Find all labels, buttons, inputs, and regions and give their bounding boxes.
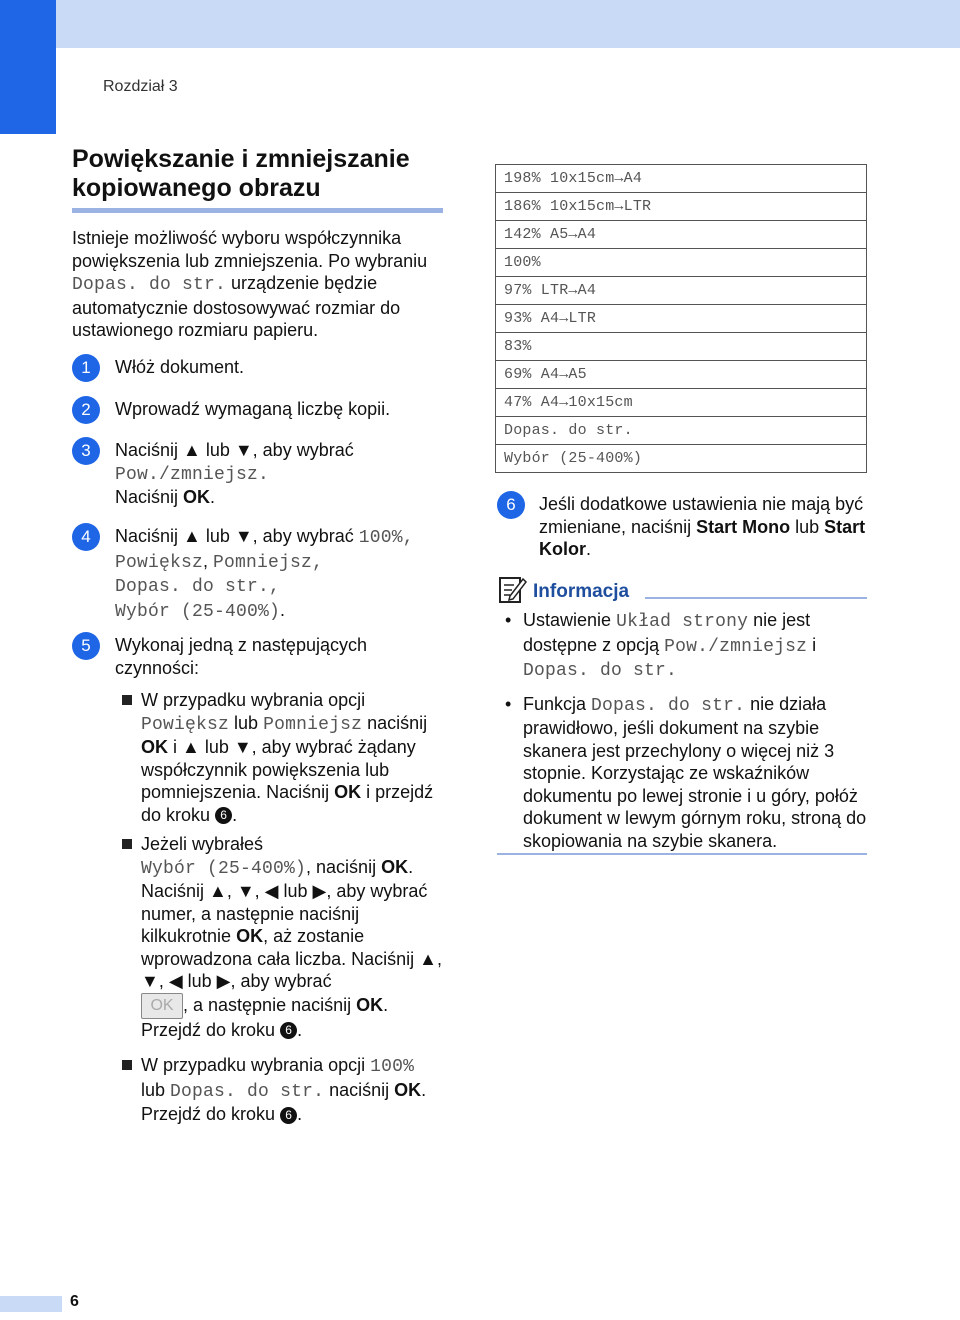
table-row bbox=[496, 193, 867, 221]
step-text: Naciśnij ▲ lub ▼, aby wybrać Pow./zmniejsz. Naciśnij OK. bbox=[115, 440, 354, 507]
bullet-text: W przypadku wybrania opcji Powiększ lub Pomniejsz naciśnij OK i ▲ lub ▼, aby wybrać żądany współczynnik powiększenia lub pomniejszenia. Naciśnij OK i przejdź do kroku 6 . bbox=[141, 690, 434, 825]
step-text: Wykonaj jedną z następujących czynności: bbox=[115, 635, 367, 678]
bullet-item bbox=[122, 689, 452, 826]
bullet-item bbox=[122, 1054, 452, 1126]
table-row bbox=[496, 333, 867, 361]
square-bullet-icon bbox=[122, 695, 132, 705]
table-cell: 142% A5→A4 bbox=[496, 221, 867, 249]
title-underline bbox=[72, 208, 443, 213]
step-ref-icon: 6 bbox=[280, 1022, 297, 1039]
table-row bbox=[496, 221, 867, 249]
info-rule-top bbox=[645, 597, 867, 599]
bullet-dot-icon: • bbox=[505, 610, 512, 630]
table-row bbox=[496, 417, 867, 445]
table-row bbox=[496, 389, 867, 417]
info-heading: Informacja bbox=[533, 581, 630, 602]
list-item: • Funkcja Dopas. do str. nie działa prawidłowo, jeśli dokument na szybie skanera jest przechylony o więcej niż 3 stopnie. Korzystając ze wskaźników dokumentu po lewej stronie i u góry, połóż dokument w lewym górnym roku, stroną do skopiowania na szybie skanera. bbox=[505, 693, 867, 851]
section-title: Powiększanie i zmniejszanie kopiowanego obrazu bbox=[72, 145, 410, 202]
table-cell: 97% LTR→A4 bbox=[496, 277, 867, 305]
table-cell: 47% A4→10x15cm bbox=[496, 389, 867, 417]
step-text: Wprowadź wymaganą liczbę kopii. bbox=[115, 399, 391, 419]
step-number-icon: 2 bbox=[72, 396, 100, 424]
step-number-icon: 1 bbox=[72, 354, 100, 382]
step-text: Naciśnij ▲ lub ▼, aby wybrać 100%, Powiększ, Pomniejsz, Dopas. do str., Wybór (25-400%). bbox=[115, 526, 414, 622]
header-band bbox=[56, 0, 960, 48]
table-row bbox=[496, 249, 867, 277]
step-number-icon: 4 bbox=[72, 523, 100, 551]
step-number-icon: 5 bbox=[72, 632, 100, 660]
bullet-text: Jeżeli wybrałeś Wybór (25-400%), naciśnij OK. Naciśnij ▲, ▼, ◀ lub ▶, aby wybrać numer, a następnie naciśnij kilkukrotnie OK, aż zostanie wprowadzona cała liczba. Naciśnij ▲, ▼, ◀ lub ▶, aby wybrać OK , a następnie naciśnij OK. Przejdź do kroku 6 . bbox=[141, 834, 442, 1040]
intro-paragraph: Istnieje możliwość wyboru współczynnika powiększenia lub zmniejszenia. Po wybraniu Dopas. do str. urządzenie będzie automatycznie dostosowywać rozmiar do ustawionego rozmiaru papieru. bbox=[72, 228, 428, 340]
info-rule-bottom bbox=[497, 853, 867, 855]
footer-band bbox=[0, 1296, 62, 1312]
ok-key-icon: OK bbox=[141, 993, 183, 1019]
bullet-dot-icon: • bbox=[505, 693, 512, 714]
header-accent-block bbox=[0, 0, 56, 134]
table-row bbox=[496, 361, 867, 389]
step-text: Jeśli dodatkowe ustawienia nie mają być zmieniane, naciśnij Start Mono lub Start Kolor. bbox=[539, 494, 866, 559]
list-item: • Ustawienie Układ strony nie jest dostępne z opcją Pow./zmniejsz i Dopas. do str. bbox=[505, 610, 817, 681]
table-cell: Dopas. do str. bbox=[496, 417, 867, 445]
table-row bbox=[496, 305, 867, 333]
bullet-text: W przypadku wybrania opcji 100% lub Dopas. do str. naciśnij OK. Przejdź do kroku 6 . bbox=[141, 1055, 427, 1124]
table-cell: 186% 10x15cm→LTR bbox=[496, 193, 867, 221]
table-cell: 69% A4→A5 bbox=[496, 361, 867, 389]
step-number-icon: 3 bbox=[72, 437, 100, 465]
square-bullet-icon bbox=[122, 1060, 132, 1070]
bullet-item bbox=[122, 833, 452, 1041]
step-ref-icon: 6 bbox=[280, 1107, 297, 1124]
step-number-icon: 6 bbox=[497, 491, 525, 519]
info-list bbox=[505, 609, 867, 862]
table-cell: 93% A4→LTR bbox=[496, 305, 867, 333]
chapter-label: Rozdział 3 bbox=[103, 78, 178, 95]
table-row bbox=[496, 445, 867, 473]
step-ref-icon: 6 bbox=[215, 807, 232, 824]
table-row bbox=[496, 165, 867, 193]
step-text: Włóż dokument. bbox=[115, 357, 245, 377]
table-cell: 83% bbox=[496, 333, 867, 361]
square-bullet-icon bbox=[122, 839, 132, 849]
table-cell: Wybór (25-400%) bbox=[496, 445, 867, 473]
note-pencil-icon bbox=[497, 574, 527, 604]
table-row bbox=[496, 277, 867, 305]
table-cell: 198% 10x15cm→A4 bbox=[496, 165, 867, 193]
table-cell: 100% bbox=[496, 249, 867, 277]
ratio-table bbox=[495, 164, 867, 473]
page-number: 6 bbox=[70, 1293, 79, 1310]
